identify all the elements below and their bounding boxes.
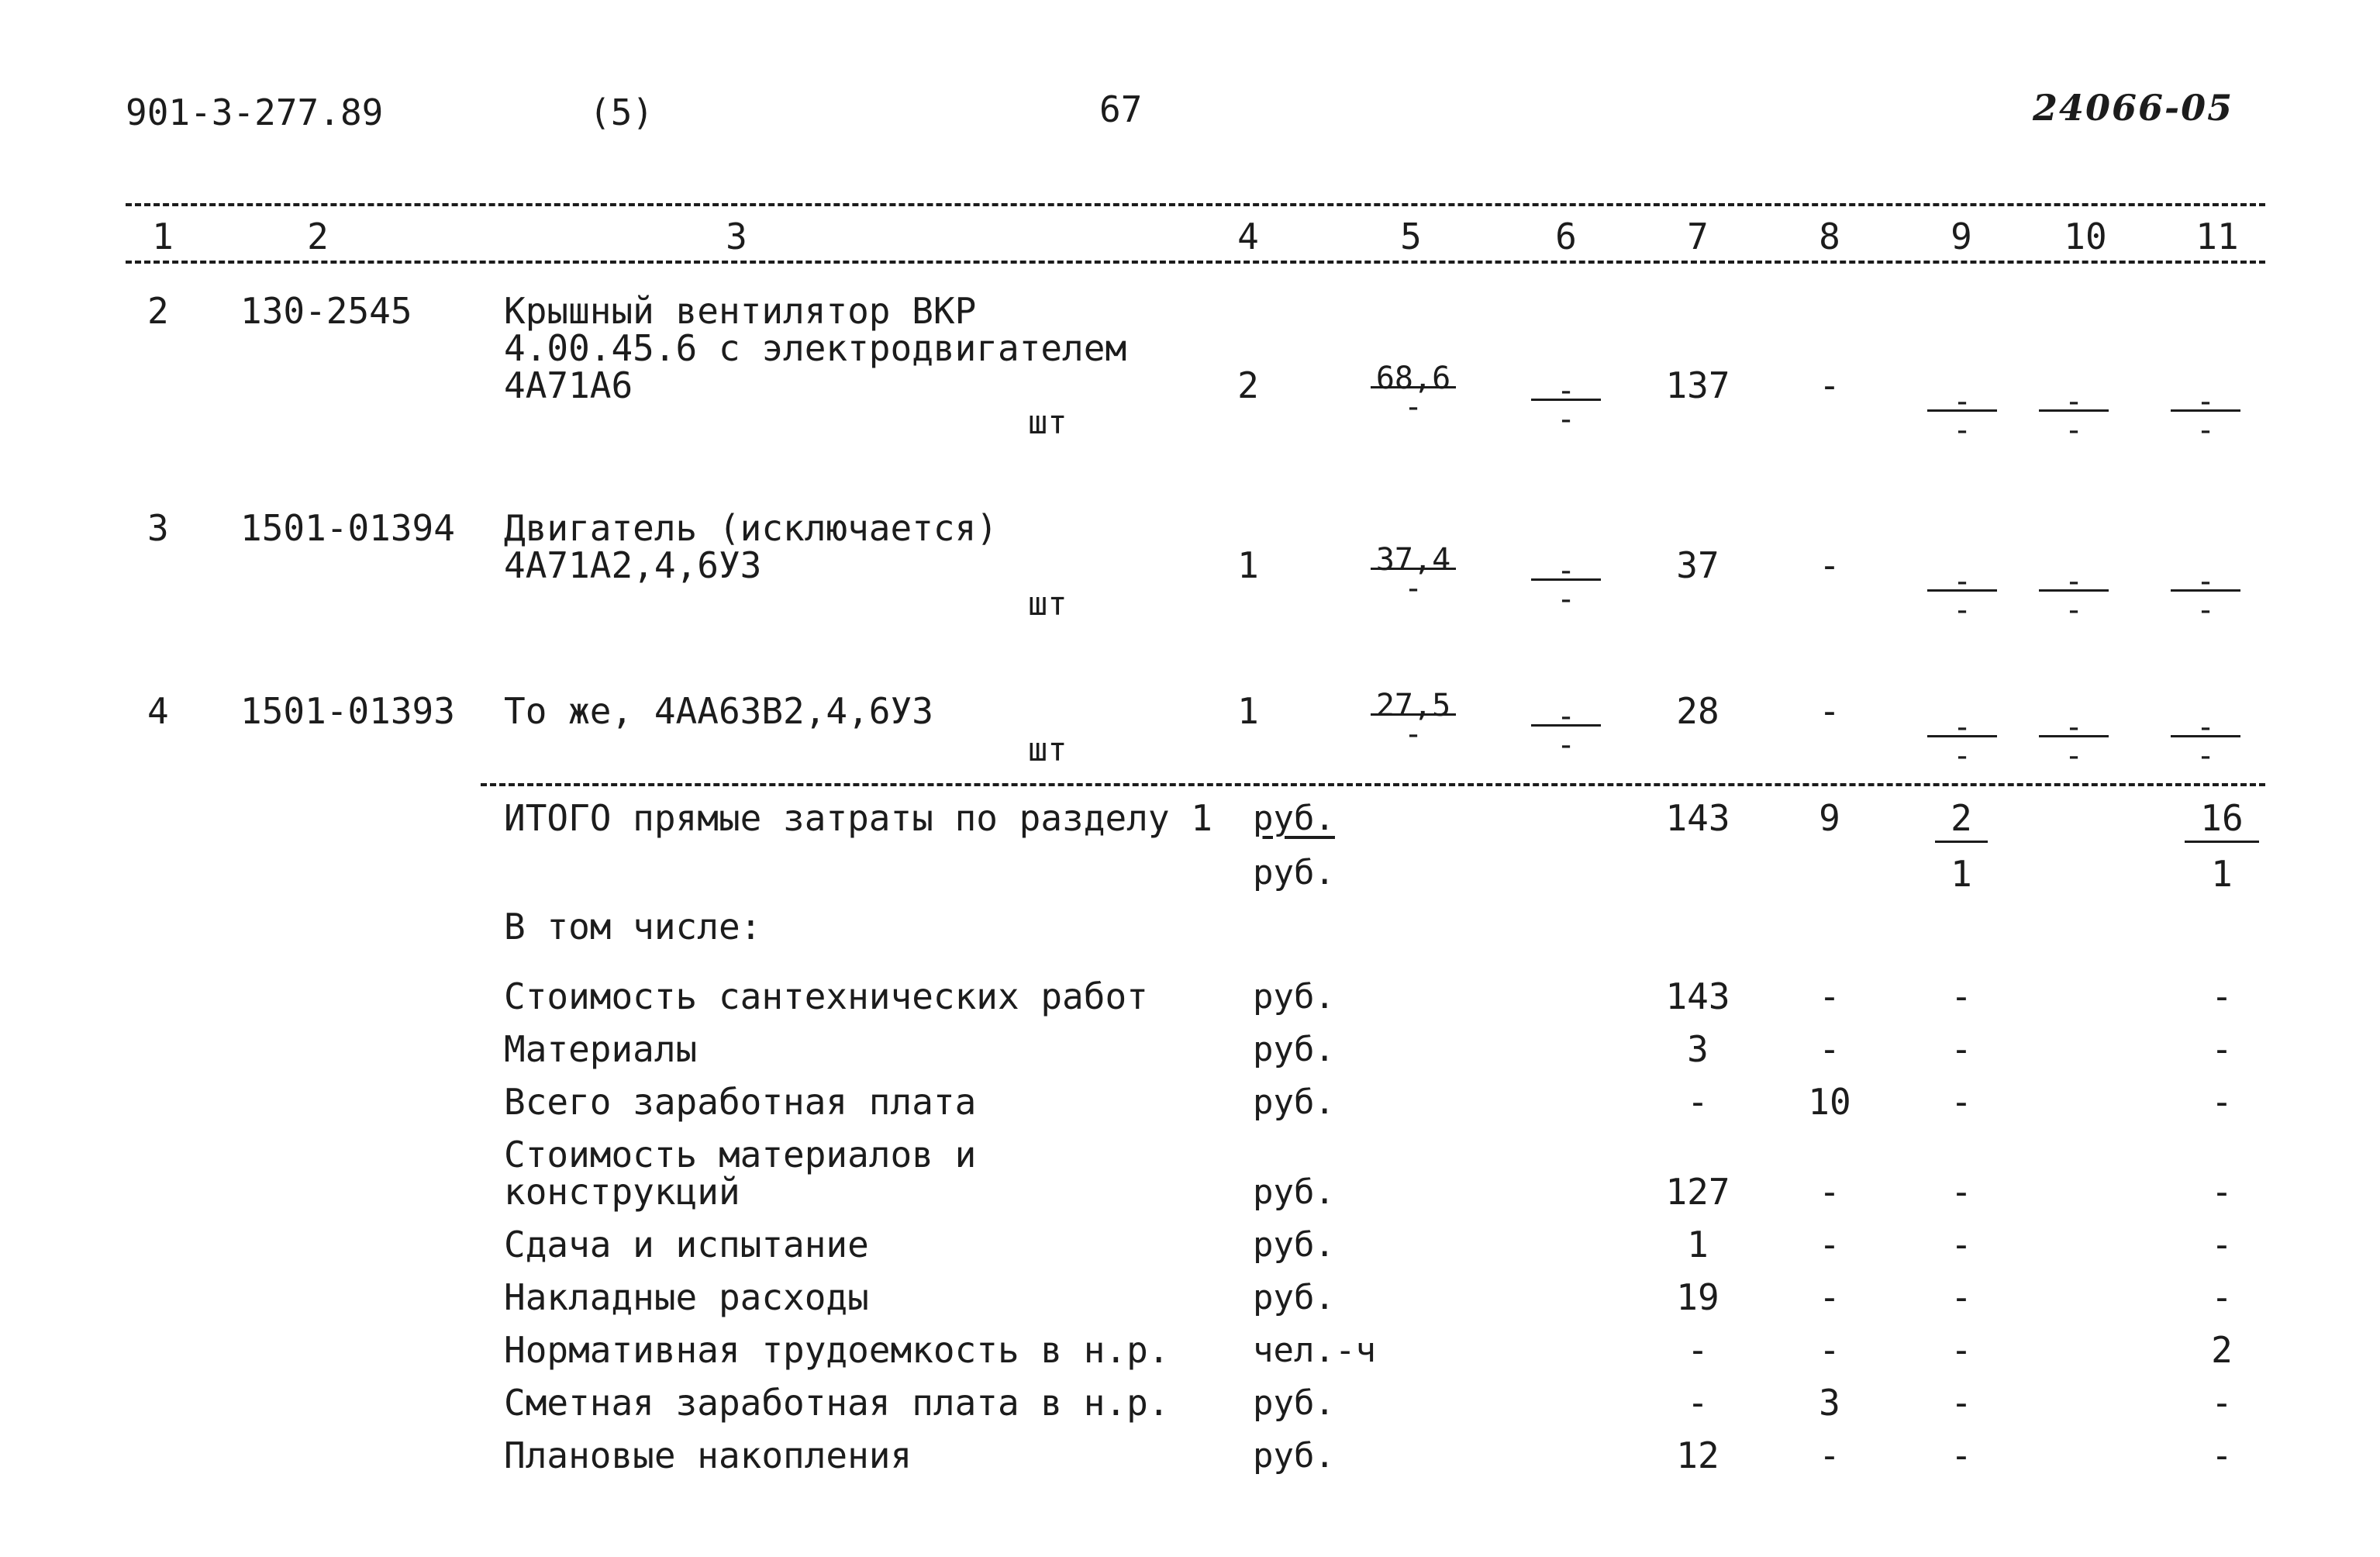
breakdown-col8: - bbox=[1819, 1434, 1840, 1476]
breakdown-col7: 19 bbox=[1676, 1276, 1719, 1318]
unit: шт bbox=[1028, 403, 1068, 441]
breakdown-unit: руб. bbox=[1253, 1383, 1335, 1423]
breakdown-col11: - bbox=[2211, 1171, 2233, 1213]
unit-price-value: 37,4 bbox=[1375, 542, 1451, 578]
col9-value: - - bbox=[1927, 386, 1997, 446]
breakdown-col9: - bbox=[1951, 1028, 1972, 1070]
col-header-10: 10 bbox=[2064, 216, 2107, 257]
breakdown-col11: - bbox=[2211, 1434, 2233, 1476]
header-bottom-rule bbox=[126, 261, 2265, 264]
col11-top: - bbox=[2195, 384, 2216, 419]
col9-top: - bbox=[1952, 564, 1972, 599]
total-col11-bottom: 1 bbox=[2211, 853, 2233, 895]
including-label: В том числе: bbox=[504, 906, 762, 948]
total-col7: 143 bbox=[1665, 797, 1730, 839]
row-number: 3 bbox=[147, 507, 169, 549]
col10-top: - bbox=[2064, 564, 2084, 599]
totals-rule bbox=[481, 783, 2265, 786]
col8-value: - bbox=[1819, 544, 1840, 586]
breakdown-col11: 2 bbox=[2211, 1329, 2233, 1371]
unit-price: 27,5 - bbox=[1371, 690, 1456, 750]
quantity: 2 bbox=[1237, 364, 1259, 406]
breakdown-col8: - bbox=[1819, 1276, 1840, 1318]
price-code: 130-2545 bbox=[240, 290, 412, 332]
col9-value: - - bbox=[1927, 712, 1997, 772]
item-name-line: То же, 4АА63В2,4,6У3 bbox=[504, 690, 933, 732]
quantity: 1 bbox=[1237, 690, 1259, 732]
breakdown-col8: - bbox=[1819, 975, 1840, 1017]
col-header-3: 3 bbox=[726, 216, 747, 257]
item-name-line: 4.00.45.6 с электродвигателем bbox=[504, 327, 1127, 369]
col-header-1: 1 bbox=[152, 216, 174, 257]
col8-value: - bbox=[1819, 690, 1840, 732]
col6-value: - - bbox=[1531, 375, 1601, 435]
col10-top: - bbox=[2064, 709, 2084, 745]
breakdown-unit: руб. bbox=[1253, 977, 1335, 1017]
price-code: 1501-01394 bbox=[240, 507, 455, 549]
unit-price-value: 68,6 bbox=[1375, 361, 1451, 396]
breakdown-label: Сметная заработная плата в н.р. bbox=[504, 1382, 1170, 1424]
breakdown-col7: 12 bbox=[1676, 1434, 1719, 1476]
breakdown-label: Накладные расходы bbox=[504, 1276, 869, 1318]
col11-value: - - bbox=[2171, 566, 2240, 626]
breakdown-col7: - bbox=[1687, 1382, 1709, 1424]
col6-top: - bbox=[1556, 699, 1576, 734]
total-col9-bar bbox=[1935, 841, 1988, 843]
total-col11-bar bbox=[2185, 841, 2259, 843]
breakdown-label: Плановые накопления bbox=[504, 1434, 912, 1476]
breakdown-col8: - bbox=[1819, 1224, 1840, 1265]
page-number: 67 bbox=[1099, 88, 1143, 130]
breakdown-unit: чел.-ч bbox=[1253, 1331, 1376, 1370]
col-header-8: 8 bbox=[1819, 216, 1840, 257]
quantity: 1 bbox=[1237, 544, 1259, 586]
col9-top: - bbox=[1952, 709, 1972, 745]
total-cost: 28 bbox=[1676, 690, 1719, 732]
breakdown-col9: - bbox=[1951, 975, 1972, 1017]
col10-value: - - bbox=[2039, 386, 2109, 446]
section-number: (5) bbox=[589, 91, 654, 133]
item-name-line: Двигатель (исключается) bbox=[504, 507, 998, 549]
price-code: 1501-01393 bbox=[240, 690, 455, 732]
doc-code: 901-3-277.89 bbox=[126, 91, 384, 133]
col6-top: - bbox=[1556, 553, 1576, 589]
col-header-9: 9 bbox=[1951, 216, 1972, 257]
breakdown-col11: - bbox=[2211, 975, 2233, 1017]
total-col11-top: 16 bbox=[2200, 797, 2244, 839]
col9-value: - - bbox=[1927, 566, 1997, 626]
total-col8: 9 bbox=[1819, 797, 1840, 839]
total-unit-bottom: руб. bbox=[1253, 853, 1335, 892]
archive-number: 24066-05 bbox=[2033, 87, 2234, 129]
breakdown-label: конструкций bbox=[504, 1171, 740, 1213]
col10-value: - - bbox=[2039, 566, 2109, 626]
unit: шт bbox=[1028, 585, 1068, 623]
col11-value: - - bbox=[2171, 712, 2240, 772]
row-number: 4 bbox=[147, 690, 169, 732]
col8-value: - bbox=[1819, 364, 1840, 406]
unit-price-value: 27,5 bbox=[1375, 688, 1451, 723]
header-top-rule bbox=[126, 203, 2265, 206]
row-number: 2 bbox=[147, 290, 169, 332]
item-name-line: Крышный вентилятор ВКР bbox=[504, 290, 977, 332]
breakdown-label: Сдача и испытание bbox=[504, 1224, 869, 1265]
col10-value: - - bbox=[2039, 712, 2109, 772]
breakdown-col11: - bbox=[2211, 1028, 2233, 1070]
breakdown-unit: руб. bbox=[1253, 1436, 1335, 1476]
total-col9-top: 2 bbox=[1951, 797, 1972, 839]
unit: шт bbox=[1028, 730, 1068, 768]
breakdown-col9: - bbox=[1951, 1329, 1972, 1371]
breakdown-col7: - bbox=[1687, 1329, 1709, 1371]
breakdown-col9: - bbox=[1951, 1081, 1972, 1123]
breakdown-col8: 3 bbox=[1819, 1382, 1840, 1424]
breakdown-col7: 3 bbox=[1687, 1028, 1709, 1070]
col-header-7: 7 bbox=[1687, 216, 1709, 257]
breakdown-col9: - bbox=[1951, 1171, 1972, 1213]
breakdown-unit: руб. bbox=[1253, 1030, 1335, 1069]
breakdown-col8: - bbox=[1819, 1028, 1840, 1070]
col10-top: - bbox=[2064, 384, 2084, 419]
breakdown-col8: - bbox=[1819, 1329, 1840, 1371]
col-header-11: 11 bbox=[2195, 216, 2239, 257]
breakdown-col11: - bbox=[2211, 1276, 2233, 1318]
col-header-5: 5 bbox=[1400, 216, 1422, 257]
col6-top: - bbox=[1556, 373, 1576, 409]
breakdown-col8: - bbox=[1819, 1171, 1840, 1213]
col-header-4: 4 bbox=[1237, 216, 1259, 257]
breakdown-col9: - bbox=[1951, 1434, 1972, 1476]
col9-top: - bbox=[1952, 384, 1972, 419]
col6-value: - - bbox=[1531, 701, 1601, 761]
total-unit-top: руб. bbox=[1253, 799, 1335, 838]
breakdown-label: Стоимость сантехнических работ bbox=[504, 975, 1148, 1017]
breakdown-label: Материалы bbox=[504, 1028, 698, 1070]
breakdown-col7: 1 bbox=[1687, 1224, 1709, 1265]
breakdown-label: Стоимость материалов и bbox=[504, 1134, 977, 1176]
col11-value: - - bbox=[2171, 386, 2240, 446]
breakdown-col9: - bbox=[1951, 1224, 1972, 1265]
item-name-line: 4А71А6 bbox=[504, 364, 633, 406]
col-header-6: 6 bbox=[1555, 216, 1577, 257]
breakdown-label: Всего заработная плата bbox=[504, 1081, 977, 1123]
breakdown-unit: руб. bbox=[1253, 1172, 1335, 1212]
breakdown-unit: руб. bbox=[1253, 1225, 1335, 1265]
breakdown-col8: 10 bbox=[1808, 1081, 1851, 1123]
breakdown-col7: 143 bbox=[1665, 975, 1730, 1017]
breakdown-col11: - bbox=[2211, 1382, 2233, 1424]
breakdown-unit: руб. bbox=[1253, 1278, 1335, 1317]
col-header-2: 2 bbox=[307, 216, 329, 257]
unit-price: 37,4 - bbox=[1371, 544, 1456, 604]
breakdown-col9: - bbox=[1951, 1382, 1972, 1424]
breakdown-label: Нормативная трудоемкость в н.р. bbox=[504, 1329, 1170, 1371]
col6-value: - - bbox=[1531, 555, 1601, 615]
total-label: ИТОГО прямые затраты по разделу 1 bbox=[504, 797, 1212, 839]
total-cost: 137 bbox=[1665, 364, 1730, 406]
col11-top: - bbox=[2195, 709, 2216, 745]
breakdown-col11: - bbox=[2211, 1224, 2233, 1265]
breakdown-col11: - bbox=[2211, 1081, 2233, 1123]
unit-price: 68,6 - bbox=[1371, 363, 1456, 423]
breakdown-col9: - bbox=[1951, 1276, 1972, 1318]
total-col9-bottom: 1 bbox=[1951, 853, 1972, 895]
total-cost: 37 bbox=[1676, 544, 1719, 586]
col11-top: - bbox=[2195, 564, 2216, 599]
breakdown-unit: руб. bbox=[1253, 1082, 1335, 1122]
breakdown-col7: 127 bbox=[1665, 1171, 1730, 1213]
item-name-line: 4А71А2,4,6У3 bbox=[504, 544, 762, 586]
breakdown-col7: - bbox=[1687, 1081, 1709, 1123]
